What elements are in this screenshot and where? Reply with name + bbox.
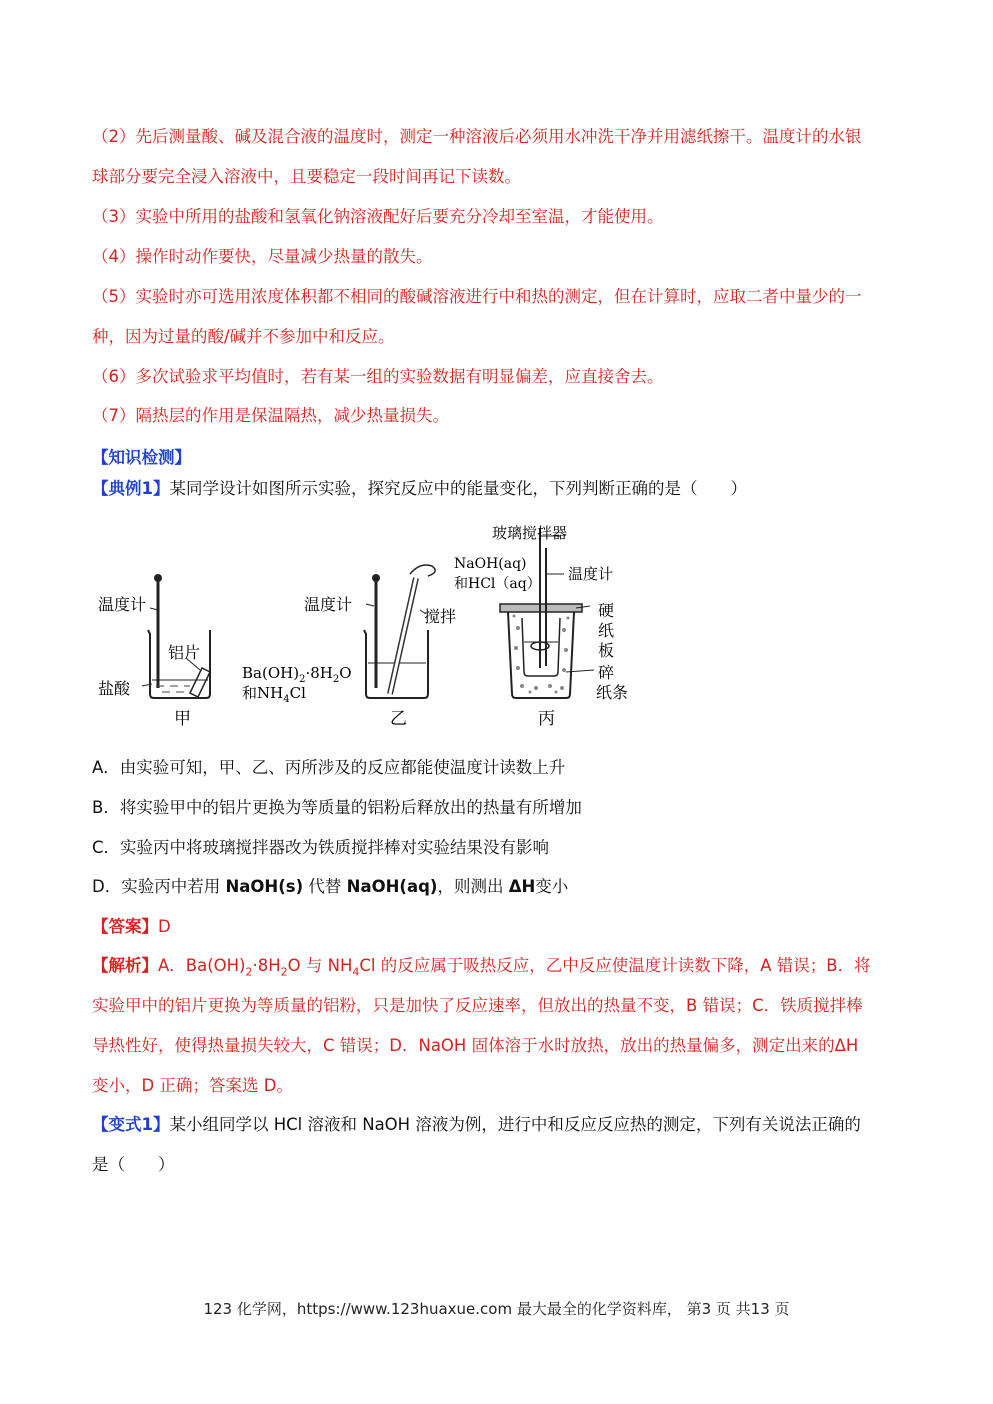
bing-stirrer-label: 玻璃搅拌器 (492, 524, 568, 542)
example-question (92, 478, 747, 500)
bing-naoh-label: NaOH(aq) (454, 556, 527, 572)
analysis-line-1: 【解析】A．$Ba(OH)_2\cdot 8H_2O$ 与 $NH_4Cl$ 的反应属于吸热反应，乙中反应使温度计读数下降，A 错误；B．将 (92, 956, 871, 979)
variant-line-2: 是（ ） (92, 1155, 175, 1174)
note-5b: 种，因为过量的酸/碱并不参加中和反应。 (92, 327, 395, 346)
bing-board-1: 硬 (598, 601, 615, 620)
example-tag: 【典例1】 (92, 479, 170, 498)
option-a: A．由实验可知，甲、乙、丙所涉及的反应都能使温度计读数上升 (92, 758, 566, 777)
yi-reagent1-label: $Ba(OH)_2\cdot 8H_2O$ (242, 664, 352, 685)
jia-acid-label: 盐酸 (98, 679, 131, 698)
jia-caption: 甲 (174, 709, 191, 729)
bing-caption: 丙 (538, 709, 555, 729)
bing-scraps-1: 碎 (598, 663, 615, 682)
answer (92, 916, 171, 938)
bing-board-3: 板 (598, 641, 615, 660)
jia-thermometer-label: 温度计 (98, 595, 147, 614)
example-text: 某同学设计如图所示实验，探究反应中的能量变化，下列判断正确的是（ ） (169, 479, 747, 498)
variant-tag: 【变式1】 (92, 1115, 170, 1134)
note-3: （3）实验中所用的盐酸和氢氧化钠溶液配好后要充分冷却至室温，才能使用。 (92, 207, 664, 226)
experiment-figure (90, 518, 650, 733)
note-7: （7）隔热层的作用是保温隔热，减少热量损失。 (92, 406, 449, 425)
variant-line-1: 【变式1】某小组同学以 HCl 溶液和 NaOH 溶液为例，进行中和反应反应热的测定，下列有关说法正确的 (92, 1115, 861, 1134)
bing-board-2: 纸 (598, 621, 615, 640)
analysis-line-2: 实验甲中的铝片更换为等质量的铝粉，只是加快了反应速率，但放出的热量不变，B 错误；C．铁质搅拌棒 (92, 996, 863, 1015)
option-d: D．实验丙中若用 NaOH(s) 代替 NaOH(aq)，则测出 ΔH变小 (92, 877, 569, 896)
analysis-line-3: 导热性好，使得热量损失较大，C 错误；D．NaOH 固体溶于水时放热，放出的热量偏多，测定出来的ΔH (92, 1036, 859, 1055)
jia-aluminum-label: 铝片 (168, 643, 201, 662)
aluminum-strip-icon (190, 668, 210, 697)
answer-tag: 【答案】 (92, 917, 158, 936)
note-4: （4）操作时动作要快，尽量减少热量的散失。 (92, 247, 433, 266)
bing-scraps-2: 纸条 (596, 683, 629, 702)
option-b: B．将实验甲中的铝片更换为等质量的铝粉后释放出的热量有所增加 (92, 798, 582, 817)
option-c: C．实验丙中将玻璃搅拌器改为铁质搅拌棒对实验结果没有影响 (92, 838, 550, 857)
stir-arrow-icon (410, 565, 435, 576)
yi-reagent2-label: 和$NH_4Cl$ (242, 684, 306, 705)
note-2b: 球部分要完全浸入溶液中，且要稳定一段时间再记下读数。 (92, 167, 521, 186)
bing-thermometer-label: 温度计 (568, 565, 614, 583)
page-footer: 123 化学网，https://www.123huaxue.com 最大最全的化学资料库， 第3 页 共13 页 (203, 1300, 790, 1318)
bing-hcl-label: 和HCl（aq） (454, 576, 541, 592)
analysis-line-4: 变小，D 正确；答案选 D。 (92, 1076, 293, 1095)
yi-thermometer-label: 温度计 (304, 595, 353, 614)
section-title: 【知识检测】 (92, 448, 191, 467)
yi-stir-label: 搅拌 (424, 607, 457, 626)
yi-caption: 乙 (390, 709, 407, 729)
note-6: （6）多次试验求平均值时，若有某一组的实验数据有明显偏差，应直接舍去。 (92, 367, 664, 386)
note-5a: （5）实验时亦可选用浓度体积都不相同的酸碱溶液进行中和热的测定，但在计算时，应取二者中量少的一 (92, 287, 862, 306)
note-2a: （2）先后测量酸、碱及混合液的温度时，测定一种溶液后必须用水冲洗干净并用滤纸擦干。温度计的水银 (92, 127, 862, 146)
answer-value: D (158, 917, 171, 936)
